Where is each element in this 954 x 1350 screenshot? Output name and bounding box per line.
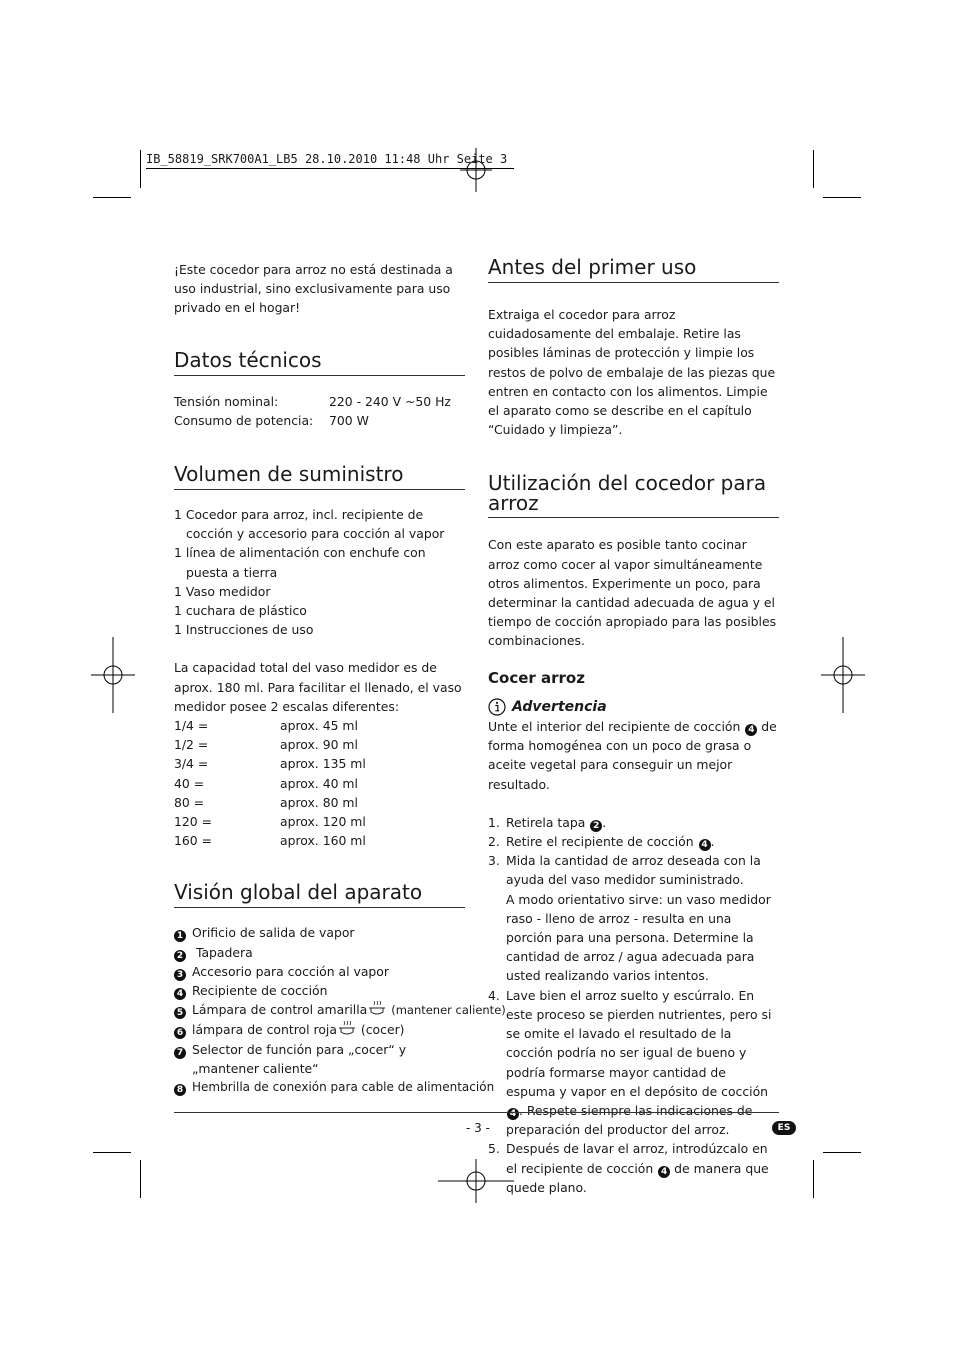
capacity-text: La capacidad total del vaso medidor es de aprox. 180 ml. Para facilitar el llenado, el vaso medidor posee 2 escalas diferentes: [174, 660, 462, 714]
number-badge-icon: 4 [507, 1108, 519, 1120]
first-use-text: Extraiga el cocedor para arroz cuidadosamente del embalaje. Retire las posibles láminas de protección y limpie los restos de polvo de embalaje de las piezas que entren en contacto con los alimentos. Limpie el aparato como se describe en el capítulo “Cuidado y limpieza”. [488, 307, 776, 438]
scale-value: aprox. 120 ml [280, 814, 366, 830]
section-title-supply: Volumen de suministro [174, 462, 404, 487]
spec-value: 220 - 240 V ~50 Hz [329, 393, 451, 409]
scale-key: 80 = [174, 794, 205, 810]
number-badge-icon: 8 [174, 1084, 186, 1096]
scale-key: 3/4 = [174, 756, 209, 772]
crop-mark [823, 1152, 861, 1153]
registration-mark-icon [75, 637, 151, 713]
scale-key: 1/2 = [174, 737, 209, 753]
page-number: - 3 - [466, 1121, 490, 1135]
scale-value: aprox. 40 ml [280, 775, 358, 791]
overview-item [174, 962, 465, 981]
scale-key: 40 = [174, 775, 205, 791]
step-number: 1. [488, 814, 500, 830]
overview-label: Lámpara de control amarilla [192, 1002, 368, 1018]
step-item [488, 851, 779, 985]
number-badge-icon: 4 [174, 988, 186, 1000]
overview-item [174, 1000, 506, 1020]
step-text: Mida la cantidad de arroz deseada con la ayuda del vaso medidor suministrado. [506, 853, 761, 888]
right-column [488, 257, 779, 1197]
number-badge-icon: 6 [174, 1027, 186, 1039]
scale-key: 1/4 = [174, 718, 209, 734]
warning-heading [488, 698, 779, 717]
registration-mark-icon [438, 132, 514, 208]
spec-row [174, 411, 465, 430]
step-text-end: . [602, 814, 607, 830]
step-text: Retire el recipiente de cocción [506, 834, 694, 850]
overview-label: Tapadera [195, 944, 253, 960]
scale-row [174, 735, 465, 754]
step-item [488, 832, 779, 851]
scale-row [174, 812, 465, 831]
intro-text: ¡Este cocedor para arroz no está destinada a uso industrial, sino exclusivamente para uso privado en el hogar! [174, 262, 453, 316]
subsection-title-cook: Cocer arroz [488, 668, 585, 687]
number-badge-icon: 1 [174, 930, 186, 942]
overview-label: Selector de función para „cocer“ y „mantener caliente“ [192, 1041, 407, 1076]
number-badge-icon: 5 [174, 1007, 186, 1019]
scale-row [174, 793, 465, 812]
step-text: Retirela tapa [506, 814, 586, 830]
step-number: 3. [488, 853, 500, 869]
scale-value: aprox. 160 ml [280, 833, 366, 849]
supply-item: 1 Cocedor para arroz, incl. recipiente de cocción y accesorio para cocción al vapor [174, 507, 445, 542]
crop-mark [813, 1160, 814, 1198]
warning-text [488, 717, 779, 794]
overview-label: lámpara de control roja [192, 1022, 337, 1038]
section-title-use: Utilización del cocedor para arroz [488, 471, 767, 516]
overview-label: Recipiente de cocción [192, 983, 328, 999]
crop-mark [813, 150, 814, 188]
number-badge-icon: 7 [174, 1047, 186, 1059]
cook-lamp-icon [337, 1021, 357, 1037]
overview-item [174, 943, 465, 962]
section-title-first-use: Antes del primer uso [488, 255, 697, 279]
step-number: 4. [488, 987, 500, 1003]
info-icon [488, 698, 506, 716]
number-badge-icon: 2 [590, 820, 602, 832]
step-text: Lave bien el arroz suelto y escúrralo. En este proceso se pierden nutrientes, pero si se omite el lavado el resultado de la cocción podría no ser igual de bueno y podría formarse mayor cantidad de espuma y vapor en el depósito de cocción [506, 987, 772, 1099]
scale-row [174, 831, 465, 850]
crop-mark [140, 150, 141, 188]
spec-key: Consumo de potencia: [174, 412, 314, 428]
step-number: 2. [488, 834, 500, 850]
step-item [488, 813, 779, 832]
scale-value: aprox. 80 ml [280, 794, 358, 810]
scale-value: aprox. 45 ml [280, 718, 358, 734]
step-number: 5. [488, 1141, 500, 1157]
section-title-overview: Visión global del aparato [174, 880, 423, 905]
overview-label: Orificio de salida de vapor [192, 925, 355, 941]
overview-item [174, 981, 465, 1000]
keep-warm-lamp-icon [367, 1001, 387, 1017]
number-badge-icon: 4 [658, 1166, 670, 1178]
step-item [488, 986, 779, 1140]
supply-item: 1 Vaso medidor [174, 583, 271, 599]
spec-value: 700 W [329, 412, 369, 428]
registration-mark-icon [805, 637, 881, 713]
language-badge: ES [772, 1121, 796, 1135]
scale-row [174, 774, 465, 793]
overview-item [174, 923, 465, 942]
supply-item: 1 Instrucciones de uso [174, 622, 314, 638]
warning-label: Advertencia [512, 698, 607, 715]
overview-label-suffix: (mantener caliente) [391, 1003, 506, 1018]
scale-value: aprox. 90 ml [280, 737, 358, 753]
supply-item: 1 cuchara de plástico [174, 603, 307, 619]
scale-row [174, 716, 465, 735]
overview-item [174, 1040, 465, 1078]
crop-mark [93, 197, 131, 198]
spec-row [174, 392, 465, 411]
step-text-end: de manera que quede plano. [506, 1160, 769, 1195]
warning-text-start: Unte el interior del recipiente de cocción [488, 719, 741, 735]
step-text: Después de lavar el arroz, introdúzcalo en el recipiente de cocción [506, 1141, 768, 1176]
left-column [174, 260, 506, 1097]
supply-item: 1 línea de alimentación con enchufe con puesta a tierra [174, 545, 426, 580]
number-badge-icon: 4 [699, 839, 711, 851]
overview-item [174, 1020, 465, 1039]
warning-text-end: de forma homogénea con un poco de grasa o aceite vegetal para conseguir un mejor resultado. [488, 719, 777, 792]
section-title-tech: Datos técnicos [174, 347, 322, 372]
overview-label-suffix: (cocer) [360, 1022, 405, 1038]
step-text-end: . Respete siempre las indicaciones de preparación del productor del arroz. [506, 1102, 753, 1138]
scale-row [174, 754, 465, 773]
print-slug: IB_58819_SRK700A1_LB5 28.10.2010 11:48 Uhr Seite 3 [146, 152, 508, 166]
crop-mark [140, 1160, 141, 1198]
number-badge-icon: 2 [174, 950, 186, 962]
number-badge-icon: 3 [174, 969, 186, 981]
number-badge-icon: 4 [745, 724, 757, 736]
overview-item [174, 1078, 495, 1097]
scale-value: aprox. 135 ml [280, 756, 366, 772]
step-extra-text: A modo orientativo sirve: un vaso medidor raso - lleno de arroz - resulta en una porción para una persona. Determine la cantidad de arroz / agua adecuada para usted realizando varios intentos. [506, 891, 771, 984]
scale-key: 120 = [174, 814, 212, 830]
crop-mark [823, 197, 861, 198]
overview-label: Accesorio para cocción al vapor [192, 963, 389, 979]
step-text-end: . [710, 834, 715, 850]
scale-key: 160 = [174, 833, 212, 849]
spec-key: Tensión nominal: [174, 393, 279, 409]
step-item [488, 1139, 779, 1197]
footer-rule [174, 1112, 779, 1113]
use-text: Con este aparato es posible tanto cocinar arroz como cocer al vapor simultáneamente otros alimentos. Experimente un poco, para determinar la cantidad adecuada de agua y el tiempo de cocción apropiado para las posibles combinaciones. [488, 537, 777, 649]
crop-mark [93, 1152, 131, 1153]
overview-label: Hembrilla de conexión para cable de alimentación [192, 1080, 495, 1095]
